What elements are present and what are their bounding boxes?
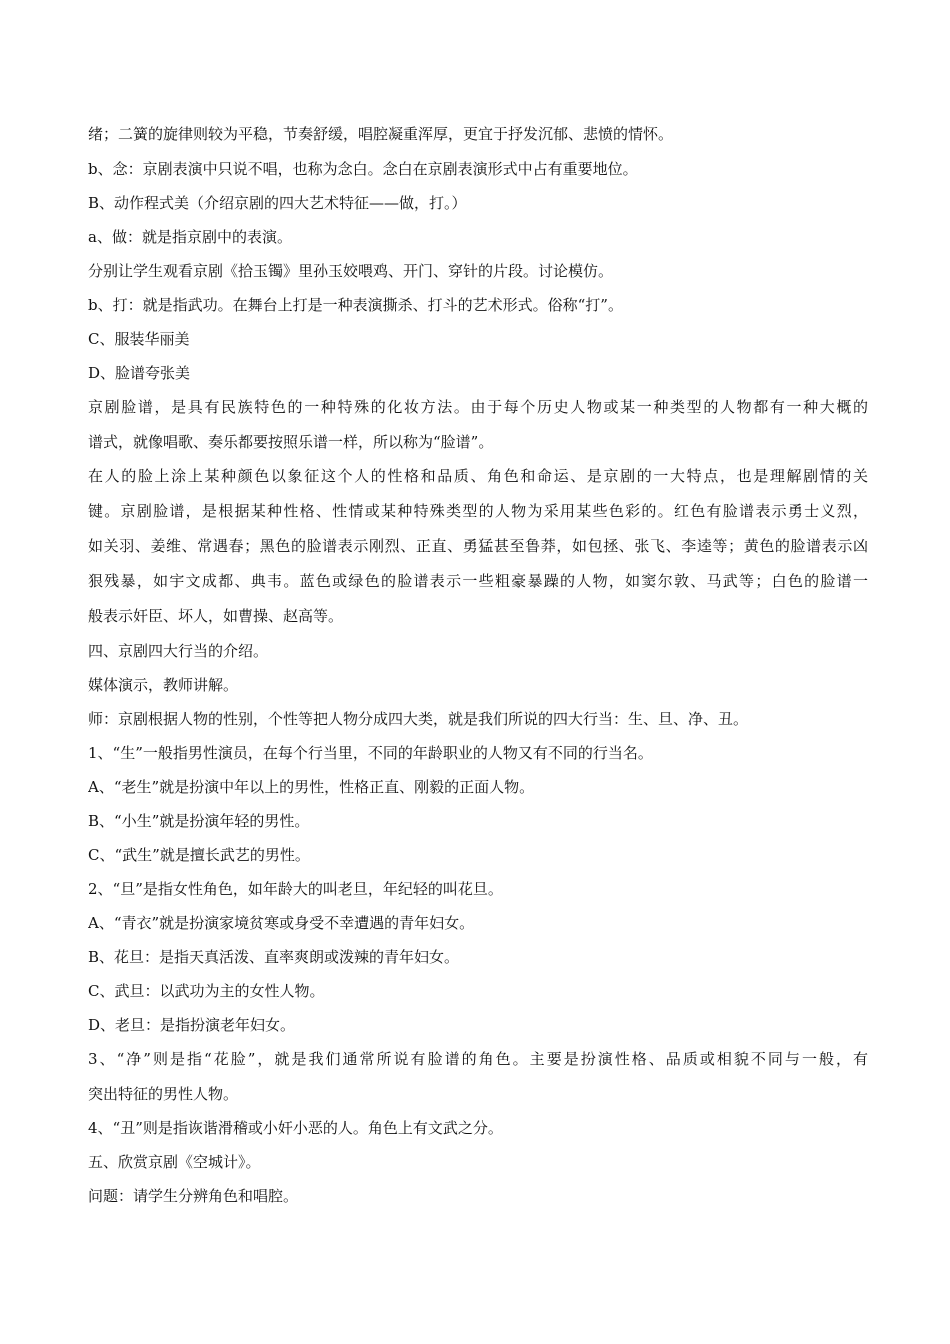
text-line: B、“小生”就是扮演年轻的男性。 xyxy=(88,812,310,830)
text-line: 分别让学生观看京剧《拾玉镯》里孙玉姣喂鸡、开门、穿针的片段。讨论模仿。 xyxy=(88,262,614,280)
text-line: 键。京剧脸谱，是根据某种性格、性情或某种特殊类型的人物为采用某些色彩的。红色有脸谱表示勇士义烈， xyxy=(88,502,868,520)
text-line: C、“武生”就是擅长武艺的男性。 xyxy=(88,846,310,864)
text-line: b、念：京剧表演中只说不唱，也称为念白。念白在京剧表演形式中占有重要地位。 xyxy=(88,160,638,178)
text-line: 在人的脸上涂上某种颜色以象征这个人的性格和品质、角色和命运、是京剧的一大特点，也是理解剧情的关 xyxy=(88,467,868,485)
text-line: 1、“生”一般指男性演员，在每个行当里，不同的年龄职业的人物又有不同的行当名。 xyxy=(88,744,653,762)
text-line: 媒体演示，教师讲解。 xyxy=(88,676,239,694)
text-line: 2、“旦”是指女性角色，如年龄大的叫老旦，年纪轻的叫花旦。 xyxy=(88,880,503,898)
text-line: 问题：请学生分辨角色和唱腔。 xyxy=(88,1187,299,1205)
text-line: B、花旦：是指天真活泼、直率爽朗或泼辣的青年妇女。 xyxy=(88,948,460,966)
text-line: 突出特征的男性人物。 xyxy=(88,1085,239,1103)
text-line: 3、“净”则是指“花脸”，就是我们通常所说有脸谱的角色。主要是扮演性格、品质或相貌不同与一般，有 xyxy=(88,1050,868,1068)
text-line: 京剧脸谱，是具有民族特色的一种特殊的化妆方法。由于每个历史人物或某一种类型的人物都有一种大概的 xyxy=(88,398,868,416)
text-line: 如关羽、姜维、常遇春；黑色的脸谱表示刚烈、正直、勇猛甚至鲁莽，如包拯、张飞、李逵等；黄色的脸谱表示凶 xyxy=(88,537,868,555)
text-line: b、打：就是指武功。在舞台上打是一种表演撕杀、打斗的艺术形式。俗称“打”。 xyxy=(88,296,623,314)
text-line: 4、“丑”则是指诙谐滑稽或小奸小恶的人。角色上有文武之分。 xyxy=(88,1119,503,1137)
text-line: A、“青衣”就是扮演家境贫寒或身受不幸遭遇的青年妇女。 xyxy=(88,914,475,932)
text-line: A、“老生”就是扮演中年以上的男性，性格正直、刚毅的正面人物。 xyxy=(88,778,535,796)
text-line: D、脸谱夸张美 xyxy=(88,364,191,382)
text-line: 狠残暴，如宇文成都、典韦。蓝色或绿色的脸谱表示一些粗豪暴躁的人物，如窦尔敦、马武等；白色的脸谱一 xyxy=(88,572,868,590)
text-line: C、服装华丽美 xyxy=(88,330,190,348)
text-line: 谱式，就像唱歌、奏乐都要按照乐谱一样，所以称为“脸谱”。 xyxy=(88,433,494,451)
text-line: D、老旦：是指扮演老年妇女。 xyxy=(88,1016,296,1034)
text-line: B、动作程式美（介绍京剧的四大艺术特征——做，打。） xyxy=(88,194,467,212)
text-line: 般表示奸臣、坏人，如曹操、赵高等。 xyxy=(88,607,344,625)
text-line: 师：京剧根据人物的性别，个性等把人物分成四大类，就是我们所说的四大行当：生、旦、净、丑。 xyxy=(88,710,749,728)
text-line: a、做：就是指京剧中的表演。 xyxy=(88,228,292,246)
section-heading: 五、欣赏京剧《空城计》。 xyxy=(88,1153,261,1171)
section-heading: 四、京剧四大行当的介绍。 xyxy=(88,642,269,660)
text-line: C、武旦：以武功为主的女性人物。 xyxy=(88,982,325,1000)
text-line: 绪；二簧的旋律则较为平稳，节奏舒缓，唱腔凝重浑厚，更宜于抒发沉郁、悲愤的情怀。 xyxy=(88,125,674,143)
